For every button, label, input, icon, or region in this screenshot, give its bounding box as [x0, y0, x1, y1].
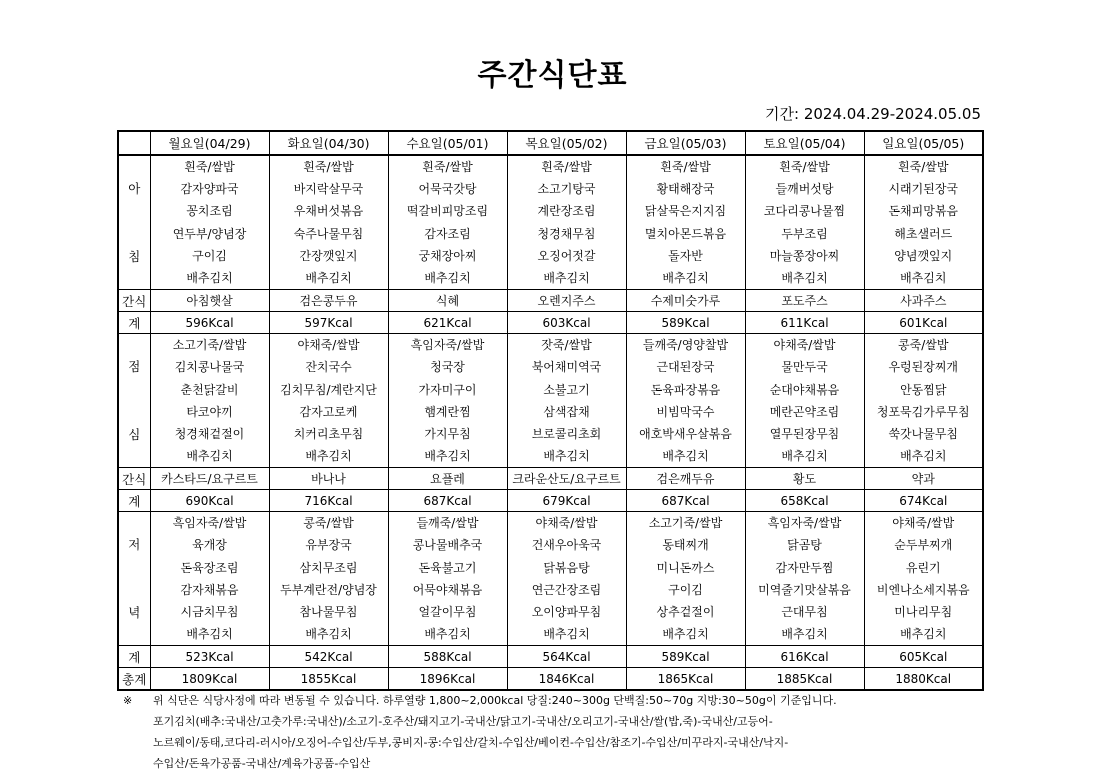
breakfast-cell: [626, 155, 745, 290]
menu-item: 순두부찌개: [894, 538, 953, 553]
snack-label: 간식: [118, 290, 150, 312]
menu-item: 들깨죽/영양찰밥: [642, 338, 729, 353]
day-header: 수요일(05/01): [388, 131, 507, 155]
menu-item: 근대무침: [781, 605, 828, 619]
menu-item: 어묵국갓탕: [418, 182, 477, 197]
menu-item: 배추김치: [662, 270, 709, 285]
kcal-cell: 690Kcal: [150, 490, 269, 512]
menu-item: 흰죽/쌀밥: [184, 160, 235, 174]
snack-cell: 수제미숫가루: [626, 290, 745, 312]
breakfast-cell: [388, 155, 507, 290]
menu-item: 황태해장국: [656, 182, 715, 197]
menu-item: 시금치무침: [180, 605, 239, 619]
menu-period: 기간: 2024.04.29-2024.05.05: [765, 105, 981, 123]
menu-item: 돈육장조림: [180, 560, 239, 575]
kcal-cell: 616Kcal: [745, 646, 864, 668]
kcal-cell: 658Kcal: [745, 490, 864, 512]
day-header: 토요일(05/04): [745, 131, 864, 155]
menu-item: 소고기죽/쌀밥: [172, 338, 247, 353]
menu-item: 양념깻잎지: [894, 248, 953, 263]
menu-item: 배추김치: [781, 449, 828, 464]
menu-item: 소불고기: [543, 382, 590, 397]
menu-item: 열무된장무침: [769, 426, 840, 441]
breakfast-cell: [269, 155, 388, 290]
menu-item: 숙주나물무침: [293, 226, 364, 241]
menu-item: 건새우아욱국: [531, 538, 602, 553]
menu-item: 메란곤약조림: [769, 404, 840, 419]
menu-item: 브로콜리초회: [531, 426, 602, 441]
menu-item: 미니돈까스: [656, 560, 715, 575]
menu-item: 콩죽/쌀밥: [898, 338, 949, 353]
total-kcal-cell: 1885Kcal: [745, 668, 864, 691]
menu-item: 북어채미역국: [531, 360, 602, 375]
menu-item: 계란장조림: [537, 204, 596, 219]
menu-item: 가지무침: [424, 426, 471, 441]
menu-item: 꽁치조림: [186, 204, 233, 219]
lunch-cell: [507, 334, 626, 468]
menu-item: 배추김치: [543, 270, 590, 285]
menu-item: 순대야채볶음: [769, 382, 840, 397]
menu-item: 비빔막국수: [656, 404, 715, 419]
snack-cell: 약과: [864, 468, 983, 490]
day-header: 목요일(05/02): [507, 131, 626, 155]
menu-item: 삼색잡채: [543, 404, 590, 419]
subtotal-label: 계: [118, 312, 150, 334]
lunch-row: [118, 334, 983, 468]
dinner-cell: [626, 512, 745, 646]
menu-item: 배추김치: [781, 270, 828, 285]
menu-item: 미나리무침: [894, 605, 953, 619]
menu-item: 흰죽/쌀밥: [303, 160, 354, 174]
menu-item: 돌자반: [668, 248, 703, 263]
menu-item: 오징어젓갈: [537, 248, 596, 263]
menu-item: 닭볶음탕: [543, 560, 590, 575]
menu-item: 배추김치: [305, 270, 352, 285]
lunch-cell: [626, 334, 745, 468]
menu-item: 닭곰탕: [787, 538, 822, 553]
menu-item: 들깨죽/쌀밥: [416, 516, 479, 531]
menu-item: 흑임자죽/쌀밥: [767, 516, 842, 531]
menu-item: 두부조림: [781, 226, 828, 241]
menu-item: 오이양파무침: [531, 605, 602, 619]
kcal-cell: 679Kcal: [507, 490, 626, 512]
morning-snack-row: [118, 290, 983, 312]
menu-item: 소고기탕국: [537, 182, 596, 197]
menu-item: 물만두국: [781, 360, 828, 375]
dinner-cell: [507, 512, 626, 646]
breakfast-cell: [745, 155, 864, 290]
kcal-cell: 716Kcal: [269, 490, 388, 512]
subtotal-label: 계: [118, 646, 150, 668]
menu-item: 감자고로케: [299, 404, 358, 419]
kcal-cell: 687Kcal: [388, 490, 507, 512]
menu-item: 흰죽/쌀밥: [422, 160, 473, 174]
breakfast-row: [118, 155, 983, 290]
menu-item: 배추김치: [900, 627, 947, 642]
lunch-cell: [864, 334, 983, 468]
menu-item: 햄계란찜: [424, 404, 471, 419]
menu-item: 콩나물배추국: [412, 538, 483, 553]
menu-item: 마늘쫑장아찌: [769, 248, 840, 263]
menu-item: 동태찌개: [662, 538, 709, 553]
kcal-cell: 596Kcal: [150, 312, 269, 334]
menu-item: 바지락살무국: [293, 182, 364, 197]
menu-item: 야채죽/쌀밥: [535, 516, 598, 531]
menu-item: 우렁된장찌개: [888, 360, 959, 375]
total-kcal-cell: 1865Kcal: [626, 668, 745, 691]
menu-item: 야채죽/쌀밥: [773, 338, 836, 353]
dinner-kcal-row: [118, 646, 983, 668]
snack-cell: 식혜: [388, 290, 507, 312]
snack-cell: 포도주스: [745, 290, 864, 312]
footnote-lines: [153, 690, 943, 774]
menu-item: 흑임자죽/쌀밥: [410, 338, 485, 353]
menu-item: 치커리초무침: [293, 426, 364, 441]
snack-cell: 아침햇살: [150, 290, 269, 312]
menu-item: 들깨버섯탕: [775, 182, 834, 197]
menu-item: 배추김치: [900, 270, 947, 285]
menu-item: 흰죽/쌀밥: [898, 160, 949, 174]
dinner-cell: [745, 512, 864, 646]
total-label: 총계: [118, 668, 150, 691]
lunch-kcal-row: [118, 490, 983, 512]
day-header-row: [118, 131, 983, 155]
menu-item: 코다리콩나물찜: [763, 204, 846, 219]
menu-item: 잔치국수: [305, 360, 352, 375]
kcal-cell: 611Kcal: [745, 312, 864, 334]
menu-item: 흰죽/쌀밥: [779, 160, 830, 174]
menu-item: 배추김치: [305, 449, 352, 464]
menu-item: 유부장국: [305, 538, 352, 553]
dinner-cell: [388, 512, 507, 646]
menu-item: 배추김치: [424, 270, 471, 285]
menu-item: 연두부/양념장: [172, 226, 247, 241]
menu-item: 유린기: [905, 560, 941, 575]
breakfast-label: 아 침: [118, 155, 150, 290]
footnote-line: 수입산/돈육가공품-국내산/계육가공품-수입산: [153, 757, 371, 770]
menu-item: 애호박새우살볶음: [639, 426, 732, 441]
menu-item: 배추김치: [662, 627, 709, 642]
weekly-menu-table: [117, 130, 984, 691]
menu-item: 미역줄기맛살볶음: [758, 582, 851, 597]
footnote-line: 위 식단은 식당사정에 따라 변동될 수 있습니다. 하루열량 1,800~2,000kcal 당질:240~300g 단백질:50~70g 지방:30~50g이 기준입니다.: [153, 694, 837, 707]
dinner-cell: [150, 512, 269, 646]
day-header: 화요일(04/30): [269, 131, 388, 155]
menu-item: 가자미구이: [418, 382, 477, 397]
snack-cell: 검은깨두유: [626, 468, 745, 490]
snack-cell: 요플레: [388, 468, 507, 490]
menu-item: 야채죽/쌀밥: [892, 516, 955, 531]
kcal-cell: 523Kcal: [150, 646, 269, 668]
breakfast-cell: [507, 155, 626, 290]
snack-cell: 검은콩두유: [269, 290, 388, 312]
menu-item: 청경채무침: [537, 226, 596, 241]
menu-item: 안동찜닭: [900, 382, 947, 397]
menu-item: 배추김치: [186, 270, 233, 285]
kcal-cell: 601Kcal: [864, 312, 983, 334]
total-kcal-row: [118, 668, 983, 691]
total-kcal-cell: 1846Kcal: [507, 668, 626, 691]
menu-item: 시래기된장국: [888, 182, 959, 197]
menu-item: 감자만두찜: [775, 560, 834, 575]
lunch-cell: [745, 334, 864, 468]
dinner-cell: [269, 512, 388, 646]
lunch-cell: [388, 334, 507, 468]
menu-item: 육개장: [192, 538, 227, 553]
menu-item: 감자조림: [424, 226, 471, 241]
breakfast-cell: [150, 155, 269, 290]
dinner-cell: [864, 512, 983, 646]
menu-item: 돈육불고기: [418, 560, 477, 575]
menu-item: 배추김치: [543, 627, 590, 642]
menu-item: 근대된장국: [656, 360, 715, 375]
kcal-cell: 564Kcal: [507, 646, 626, 668]
menu-item: 우채버섯볶음: [293, 204, 364, 219]
menu-item: 소고기죽/쌀밥: [648, 516, 723, 531]
lunch-cell: [269, 334, 388, 468]
menu-item: 흑임자죽/쌀밥: [172, 516, 247, 531]
menu-item: 떡갈비피망조림: [406, 204, 489, 219]
page-title: 주간식단표: [477, 58, 628, 93]
menu-item: 배추김치: [900, 449, 947, 464]
dinner-row: [118, 512, 983, 646]
breakfast-kcal-row: [118, 312, 983, 334]
kcal-cell: 597Kcal: [269, 312, 388, 334]
menu-item: 해초샐러드: [894, 226, 953, 241]
kcal-cell: 621Kcal: [388, 312, 507, 334]
menu-item: 배추김치: [662, 449, 709, 464]
kcal-cell: 589Kcal: [626, 312, 745, 334]
kcal-cell: 687Kcal: [626, 490, 745, 512]
total-kcal-cell: 1855Kcal: [269, 668, 388, 691]
total-kcal-cell: 1809Kcal: [150, 668, 269, 691]
menu-item: 돈채피망볶음: [888, 204, 959, 219]
breakfast-cell: [864, 155, 983, 290]
menu-item: 배추김치: [186, 627, 233, 642]
menu-item: 배추김치: [424, 449, 471, 464]
menu-item: 두부계란전/양념장: [280, 582, 377, 597]
menu-item: 상추겉절이: [656, 605, 715, 619]
footnote-line: 노르웨이/동태,코다리-러시아/오징어-수입산/두부,콩비지-콩:수입산/갈치-수입산/베이컨-수입산/참조기-수입산/미꾸라지-국내산/낙지-: [153, 736, 789, 749]
menu-item: 청포묵김가루무침: [876, 404, 970, 419]
note-mark: ※: [123, 694, 133, 707]
kcal-cell: 603Kcal: [507, 312, 626, 334]
menu-item: 감자채볶음: [180, 582, 239, 597]
total-kcal-cell: 1880Kcal: [864, 668, 983, 691]
kcal-cell: 588Kcal: [388, 646, 507, 668]
day-header: 일요일(05/05): [864, 131, 983, 155]
snack-cell: 사과주스: [864, 290, 983, 312]
menu-item: 비엔나소세지볶음: [876, 582, 970, 597]
menu-item: 돈육파장볶음: [650, 382, 721, 397]
snack-cell: 황도: [745, 468, 864, 490]
menu-item: 구이김: [668, 582, 703, 597]
menu-item: 잣죽/쌀밥: [541, 338, 592, 353]
snack-label: 간식: [118, 468, 150, 490]
menu-item: 배추김치: [186, 449, 233, 464]
menu-item: 참나물무침: [299, 605, 358, 619]
menu-item: 배추김치: [305, 627, 352, 642]
snack-cell: 카스타드/요구르트: [150, 468, 269, 490]
total-kcal-cell: 1896Kcal: [388, 668, 507, 691]
afternoon-snack-row: [118, 468, 983, 490]
menu-item: 흰죽/쌀밥: [541, 160, 592, 174]
menu-item: 구이김: [192, 248, 227, 263]
menu-item: 콩죽/쌀밥: [303, 516, 354, 531]
menu-item: 배추김치: [424, 627, 471, 642]
menu-item: 김치콩나물국: [174, 360, 245, 375]
snack-cell: 크라운산도/요구르트: [507, 468, 626, 490]
lunch-label: 점 심: [118, 334, 150, 468]
kcal-cell: 542Kcal: [269, 646, 388, 668]
menu-item: 배추김치: [543, 449, 590, 464]
menu-item: 궁채장아찌: [418, 248, 477, 263]
menu-item: 춘천닭갈비: [180, 382, 239, 397]
day-header: 월요일(04/29): [150, 131, 269, 155]
menu-item: 흰죽/쌀밥: [660, 160, 711, 174]
menu-item: 연근간장조림: [531, 582, 602, 597]
snack-cell: 오렌지주스: [507, 290, 626, 312]
footnote: [123, 690, 837, 770]
menu-item: 얼갈이무침: [418, 605, 477, 619]
menu-item: 닭살묵은지지짐: [644, 204, 727, 219]
footnote-line: 포기김치(배추:국내산/고춧가루:국내산)/소고기-호주산/돼지고기-국내산/닭고기-국내산/오리고기-국내산/쌀(밥,죽)-국내산/고등어-: [153, 715, 773, 728]
menu-item: 청경채겉절이: [174, 426, 245, 441]
menu-item: 김치무침/계란지단: [280, 382, 377, 397]
dinner-label: 저 녁: [118, 512, 150, 646]
menu-item: 야채죽/쌀밥: [297, 338, 360, 353]
kcal-cell: 605Kcal: [864, 646, 983, 668]
menu-item: 쑥갓나물무침: [888, 426, 959, 441]
kcal-cell: 674Kcal: [864, 490, 983, 512]
menu-item: 배추김치: [781, 627, 828, 642]
lunch-cell: [150, 334, 269, 468]
menu-item: 멸치아몬드볶음: [644, 226, 727, 241]
corner-cell: [118, 131, 150, 155]
day-header: 금요일(05/03): [626, 131, 745, 155]
menu-item: 어묵야채볶음: [412, 582, 483, 597]
menu-item: 타코야끼: [186, 404, 233, 419]
menu-item: 청국장: [430, 360, 465, 375]
menu-item: 삼치무조림: [299, 560, 358, 575]
kcal-cell: 589Kcal: [626, 646, 745, 668]
menu-item: 간장깻잎지: [299, 248, 358, 263]
snack-cell: 바나나: [269, 468, 388, 490]
subtotal-label: 계: [118, 490, 150, 512]
menu-item: 감자양파국: [180, 182, 239, 197]
